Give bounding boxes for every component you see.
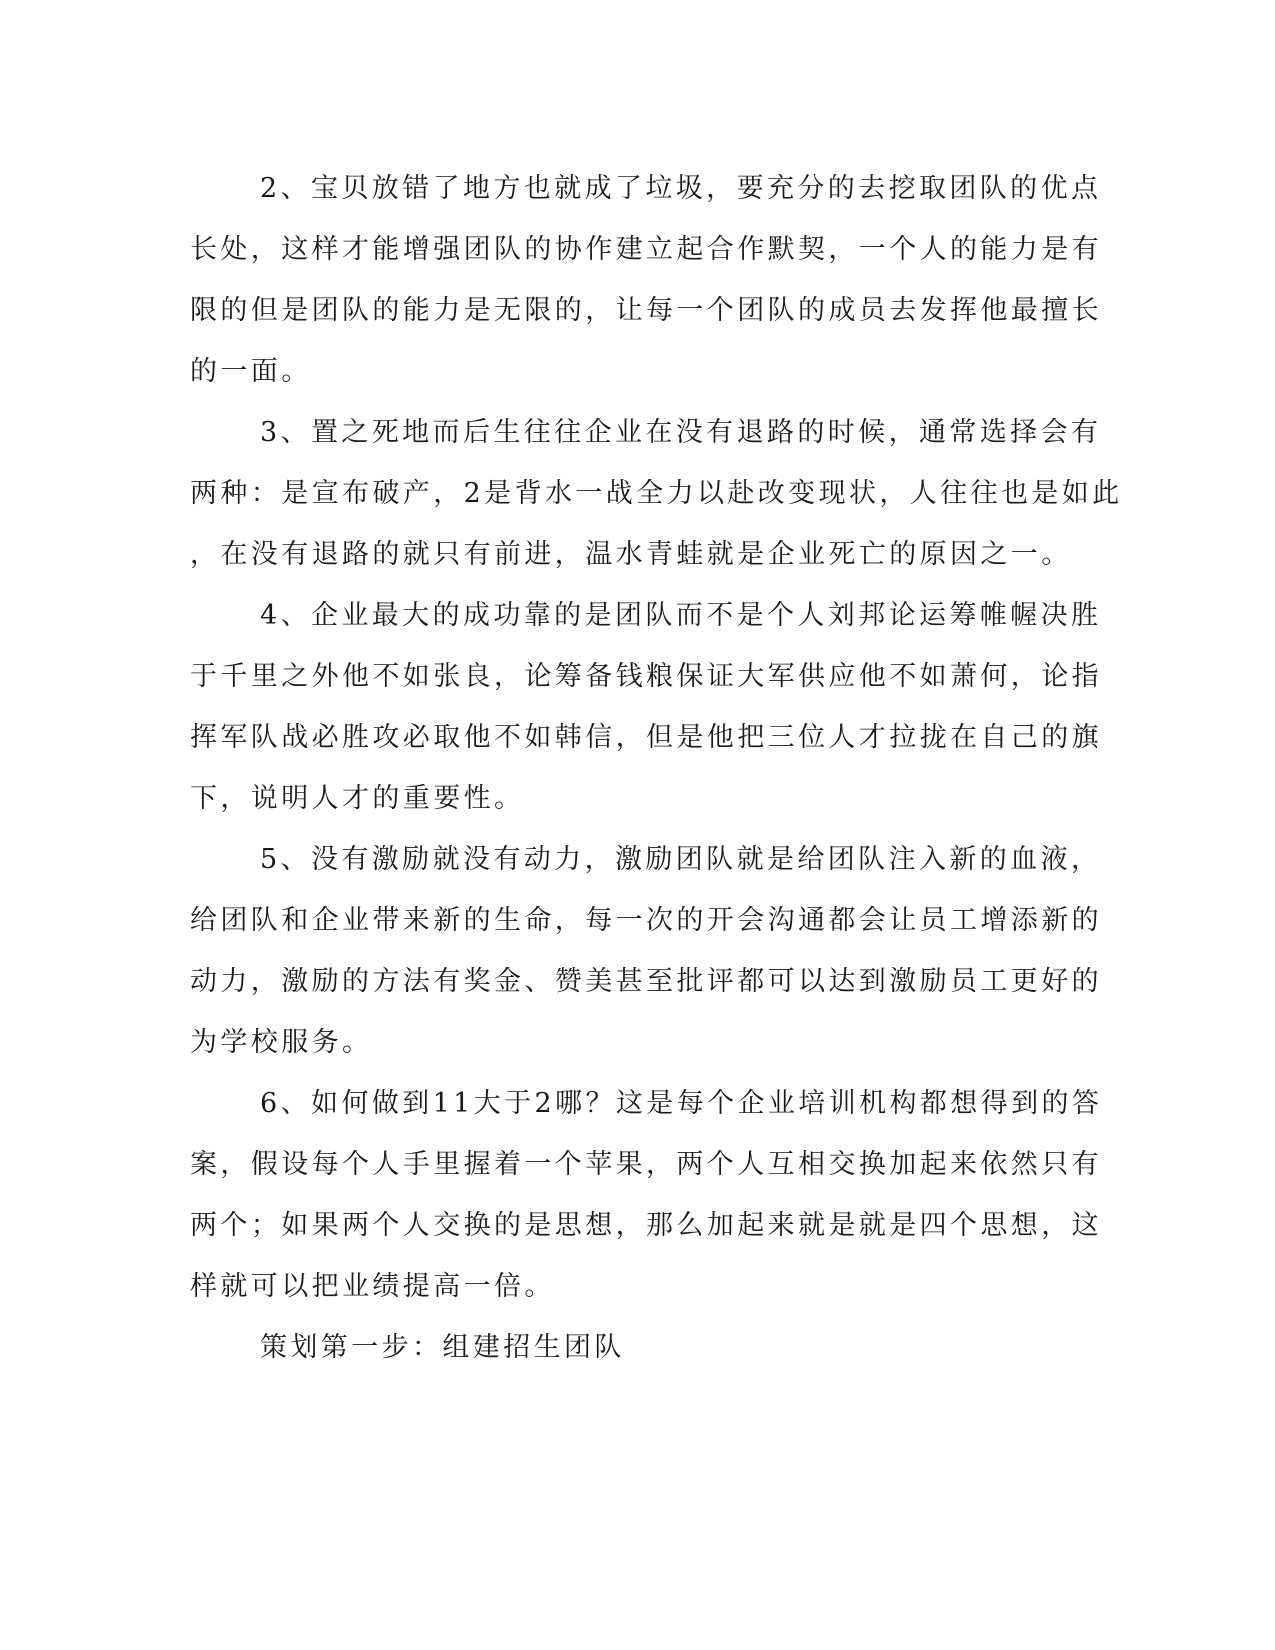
- paragraph-4: [190, 585, 1102, 829]
- paragraph-6: [190, 1073, 1103, 1317]
- paragraph-line: 下，说明人才的重要性。: [190, 783, 525, 814]
- paragraph-line: 给团队和企业带来新的生命，每一次的开会沟通都会让员工增添新的: [190, 905, 1102, 936]
- paragraph-3: [190, 402, 1123, 585]
- paragraph-line: 于千里之外他不如张良，论筹备钱粮保证大军供应他不如萧何，论指: [190, 661, 1102, 692]
- paragraph-line: 2、宝贝放错了地方也就成了垃圾，要充分的去挖取团队的优点: [260, 173, 1102, 204]
- paragraph-line: 两个；如果两个人交换的是思想，那么加起来就是就是四个思想，这: [190, 1210, 1102, 1241]
- paragraph-line: 两种：是宣布破产，2是背水一战全力以赴改变现状，人往往也是如此: [190, 478, 1123, 509]
- document-body: [190, 158, 1123, 1378]
- section-heading: 策划第一步：组建招生团队: [260, 1332, 625, 1363]
- paragraph-line: 挥军队战必胜攻必取他不如韩信，但是他把三位人才拉拢在自己的旗: [190, 722, 1102, 753]
- section-heading-paragraph: [190, 1317, 1080, 1378]
- paragraph-line: 3、置之死地而后生往往企业在没有退路的时候，通常选择会有: [260, 417, 1102, 448]
- paragraph-line: ，在没有退路的就只有前进，温水青蛙就是企业死亡的原因之一。: [190, 539, 1072, 570]
- paragraph-line: 6、如何做到11大于2哪？这是每个企业培训机构都想得到的答: [260, 1088, 1103, 1119]
- paragraph-2: [190, 158, 1102, 402]
- paragraph-line: 长处，这样才能增强团队的协作建立起合作默契，一个人的能力是有: [190, 234, 1102, 265]
- paragraph-line: 样就可以把业绩提高一倍。: [190, 1271, 555, 1302]
- paragraph-line: 案，假设每个人手里握着一个苹果，两个人互相交换加起来依然只有: [190, 1149, 1102, 1180]
- paragraph-line: 限的但是团队的能力是无限的，让每一个团队的成员去发挥他最擅长: [190, 295, 1102, 326]
- paragraph-line: 动力，激励的方法有奖金、赞美甚至批评都可以达到激励员工更好的: [190, 966, 1102, 997]
- paragraph-line: 为学校服务。: [190, 1027, 373, 1058]
- paragraph-5: [190, 829, 1102, 1073]
- paragraph-line: 的一面。: [190, 356, 312, 387]
- paragraph-line: 4、企业最大的成功靠的是团队而不是个人刘邦论运筹帷幄决胜: [260, 600, 1102, 631]
- paragraph-line: 5、没有激励就没有动力，激励团队就是给团队注入新的血液，: [260, 844, 1102, 875]
